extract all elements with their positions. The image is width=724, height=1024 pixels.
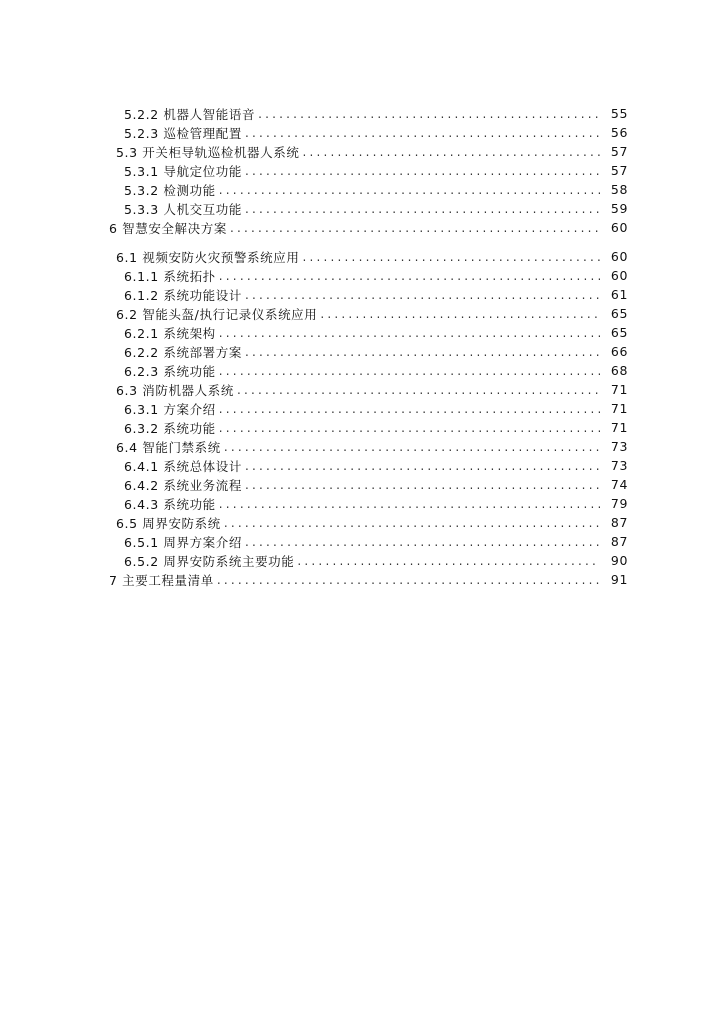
toc-entry-label: 6.4.2 系统业务流程: [124, 476, 245, 494]
toc-page-number: 87: [610, 515, 628, 530]
toc-entry-label: 7 主要工程量清单: [109, 571, 217, 589]
toc-page-number: 65: [610, 306, 628, 321]
toc-entry[interactable]: [0, 266, 724, 285]
toc-leader-dots: [302, 250, 600, 264]
toc-entry[interactable]: [0, 142, 724, 161]
toc-page-number: 91: [610, 572, 628, 587]
toc-leader-dots: [245, 202, 600, 216]
toc-page-number: 61: [610, 287, 628, 302]
toc-entry-label: 5.3 开关柜导轨巡检机器人系统: [116, 143, 302, 161]
toc-entry-label: 5.3.1 导航定位功能: [124, 162, 245, 180]
toc-page-number: 59: [610, 201, 628, 216]
toc-page-number: 55: [610, 106, 628, 121]
toc-page-number: 60: [610, 268, 628, 283]
toc-leader-dots: [219, 364, 600, 378]
toc-leader-dots: [245, 478, 600, 492]
toc-entry-label: 6.5.2 周界安防系统主要功能: [124, 552, 297, 570]
toc-entry[interactable]: [0, 475, 724, 494]
toc-entry[interactable]: [0, 513, 724, 532]
toc-page-number: 71: [610, 401, 628, 416]
toc-entry[interactable]: [0, 361, 724, 380]
toc-leader-dots: [219, 421, 600, 435]
toc-entry-label: 6.1.2 系统功能设计: [124, 286, 245, 304]
toc-entry-label: 6.4.1 系统总体设计: [124, 457, 245, 475]
toc-entry[interactable]: [0, 323, 724, 342]
toc-entry-label: 6.1 视频安防火灾预警系统应用: [116, 248, 302, 266]
toc-entry[interactable]: [0, 304, 724, 323]
toc-entry-label: 6 智慧安全解决方案: [109, 219, 230, 237]
toc-page-number: 66: [610, 344, 628, 359]
toc-entry[interactable]: [0, 532, 724, 551]
toc-page-number: 68: [610, 363, 628, 378]
toc-leader-dots: [245, 126, 600, 140]
toc-entry-label: 5.2.3 巡检管理配置: [124, 124, 245, 142]
toc-leader-dots: [245, 345, 600, 359]
toc-entry-label: 6.2.2 系统部署方案: [124, 343, 245, 361]
toc-page-number: 71: [610, 420, 628, 435]
toc-entry[interactable]: [0, 180, 724, 199]
toc-entry[interactable]: [0, 104, 724, 123]
toc-page-number: 60: [610, 249, 628, 264]
toc-entry[interactable]: [0, 342, 724, 361]
toc-entry[interactable]: [0, 570, 724, 589]
toc-entry-label: 6.5.1 周界方案介绍: [124, 533, 245, 551]
toc-entry-label: 6.3 消防机器人系统: [116, 381, 237, 399]
toc-entry-label: 6.4.3 系统功能: [124, 495, 219, 513]
toc-leader-dots: [237, 383, 600, 397]
toc-leader-dots: [217, 573, 600, 587]
toc-entry[interactable]: [0, 437, 724, 456]
toc-leader-dots: [245, 535, 600, 549]
toc-page-number: 65: [610, 325, 628, 340]
toc-leader-dots: [245, 164, 600, 178]
toc-entry[interactable]: [0, 399, 724, 418]
toc-leader-dots: [219, 497, 600, 511]
toc-leader-dots: [245, 288, 600, 302]
toc-entry[interactable]: [0, 551, 724, 570]
toc-entry[interactable]: [0, 199, 724, 218]
toc-entry[interactable]: [0, 247, 724, 266]
toc-page-number: 56: [610, 125, 628, 140]
toc-page-number: 73: [610, 458, 628, 473]
toc-entry[interactable]: [0, 161, 724, 180]
toc-entry[interactable]: [0, 123, 724, 142]
table-of-contents: [0, 104, 724, 589]
toc-entry-label: 6.2.1 系统架构: [124, 324, 219, 342]
toc-entry-label: 6.3.1 方案介绍: [124, 400, 219, 418]
toc-leader-dots: [302, 145, 600, 159]
toc-entry[interactable]: [0, 218, 724, 237]
toc-entry-label: 5.3.2 检测功能: [124, 181, 219, 199]
toc-page-number: 57: [610, 163, 628, 178]
toc-page-number: 79: [610, 496, 628, 511]
toc-entry-label: 6.2.3 系统功能: [124, 362, 219, 380]
toc-page-number: 87: [610, 534, 628, 549]
toc-entry[interactable]: [0, 418, 724, 437]
toc-leader-dots: [219, 269, 600, 283]
toc-entry[interactable]: [0, 380, 724, 399]
toc-leader-dots: [230, 221, 600, 235]
toc-leader-dots: [224, 516, 600, 530]
toc-page-number: 71: [610, 382, 628, 397]
toc-entry-label: 5.3.3 人机交互功能: [124, 200, 245, 218]
toc-entry[interactable]: [0, 456, 724, 475]
toc-page-number: 57: [610, 144, 628, 159]
toc-leader-dots: [219, 402, 600, 416]
toc-leader-dots: [258, 107, 600, 121]
toc-entry-label: 6.1.1 系统拓扑: [124, 267, 219, 285]
toc-entry-label: 6.2 智能头盔/执行记录仪系统应用: [116, 305, 320, 323]
toc-entry-label: 6.5 周界安防系统: [116, 514, 224, 532]
toc-leader-dots: [224, 440, 600, 454]
toc-entry-label: 6.3.2 系统功能: [124, 419, 219, 437]
toc-leader-dots: [219, 183, 600, 197]
toc-page-number: 74: [610, 477, 628, 492]
toc-page-number: 90: [610, 553, 628, 568]
toc-entry[interactable]: [0, 285, 724, 304]
toc-entry-label: 5.2.2 机器人智能语音: [124, 105, 258, 123]
toc-leader-dots: [297, 554, 600, 568]
toc-page-number: 60: [610, 220, 628, 235]
toc-entry[interactable]: [0, 494, 724, 513]
toc-entry-label: 6.4 智能门禁系统: [116, 438, 224, 456]
toc-leader-dots: [245, 459, 600, 473]
toc-page-number: 73: [610, 439, 628, 454]
toc-page-number: 58: [610, 182, 628, 197]
toc-leader-dots: [219, 326, 600, 340]
toc-leader-dots: [320, 307, 600, 321]
